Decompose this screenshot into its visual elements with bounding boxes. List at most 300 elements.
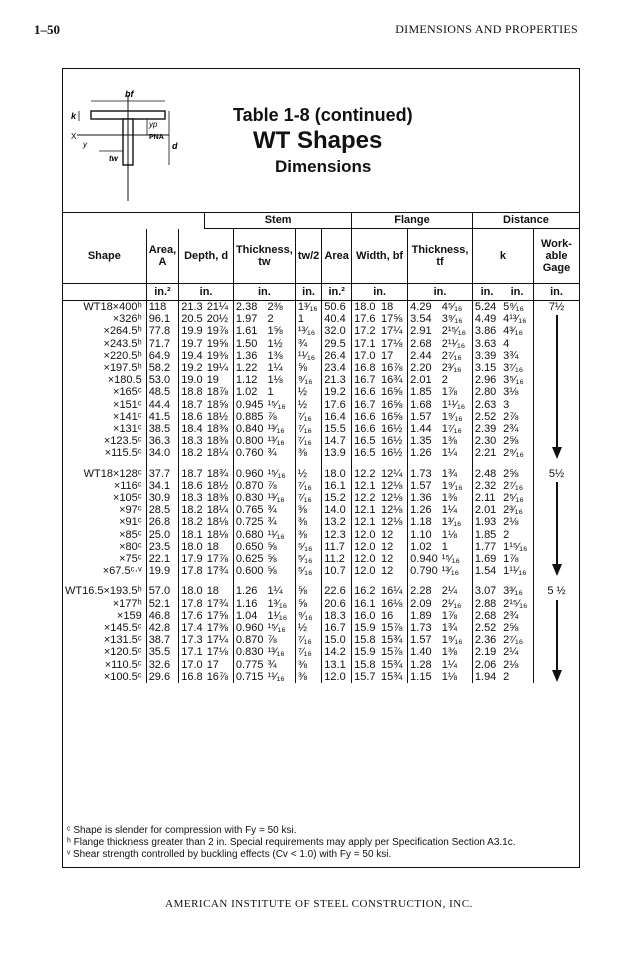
- value-cell: ⁷⁄₁₆: [295, 634, 321, 646]
- value-cell: 16.1: [322, 480, 352, 492]
- value-cell: 2⁷⁄₁₆: [503, 634, 524, 647]
- flange-width-header: Width, bf: [352, 229, 408, 284]
- table-row: [63, 386, 579, 398]
- value-cell: 2.32: [472, 480, 501, 492]
- value-cell: 2³⁄₁₆: [503, 504, 523, 517]
- value-cell: 1³⁄₁₆: [267, 597, 288, 610]
- value-cell: 20½: [206, 313, 229, 326]
- value-cell: 18⅛: [206, 528, 229, 541]
- value-cell: 2.68: [408, 338, 440, 350]
- value-cell: 1.26: [233, 585, 265, 597]
- value-cell: 2¼: [503, 646, 519, 659]
- table-row: [63, 374, 579, 386]
- table-row: [63, 634, 579, 646]
- value-cell: 44.4: [146, 399, 179, 411]
- value-cell: 1³⁄₁₆: [295, 301, 321, 314]
- value-cell: 1.54: [472, 565, 501, 577]
- value-cell: 18.7: [179, 399, 205, 411]
- value-cell: 17.3: [179, 634, 205, 646]
- page-number: 1–50: [34, 22, 60, 37]
- value-cell: ⁷⁄₁₆: [295, 646, 321, 658]
- value-cell: 18.0: [322, 468, 352, 480]
- value-cell: 18½: [206, 479, 229, 492]
- value-cell: 19⅞: [206, 325, 229, 338]
- value-cell: 18.6: [179, 411, 205, 423]
- value-cell: 1¼: [267, 362, 283, 375]
- value-cell: 17.0: [352, 350, 379, 362]
- value-cell: 17.1: [179, 646, 205, 658]
- value-cell: 2.19: [472, 646, 501, 658]
- shape-cell: ×75ᶜ: [119, 553, 142, 566]
- value-cell: 18.0: [179, 541, 205, 553]
- footnote-flange: ʰ Flange thickness greater than 2 in. Special requirements may apply per Specification Section A3.1c.: [67, 837, 516, 848]
- table-row: [63, 325, 579, 337]
- value-cell: 18⅜: [206, 423, 229, 436]
- value-cell: 16⅝: [380, 398, 403, 411]
- value-cell: 17⅛: [380, 337, 403, 350]
- value-cell: 2¾: [503, 609, 519, 622]
- value-cell: 4³⁄₁₆: [503, 325, 523, 338]
- value-cell: 96.1: [146, 313, 179, 325]
- value-cell: 18: [380, 301, 394, 313]
- value-cell: 1.85: [472, 529, 501, 541]
- value-cell: 1.97: [233, 313, 265, 325]
- unit-cell: in.: [472, 284, 501, 301]
- value-cell: 16⅛: [380, 597, 403, 610]
- value-cell: 1.93: [472, 516, 501, 528]
- value-cell: ⅝: [267, 565, 277, 578]
- value-cell: 2.06: [472, 659, 501, 671]
- value-cell: 2.28: [408, 585, 440, 597]
- value-cell: 34.0: [146, 447, 179, 459]
- value-cell: 1⅜: [441, 435, 457, 448]
- value-cell: 1.40: [408, 646, 440, 658]
- value-cell: 1.69: [472, 553, 501, 565]
- value-cell: ⁷⁄₁₆: [295, 435, 321, 447]
- value-cell: 16.7: [352, 374, 379, 386]
- value-cell: 16¾: [380, 374, 403, 387]
- value-cell: 15⅞: [380, 646, 403, 659]
- table-row: [63, 529, 579, 541]
- value-cell: 2⅝: [503, 435, 519, 448]
- value-cell: ¹³⁄₁₆: [267, 646, 285, 659]
- value-cell: 2³⁄₁₆: [441, 362, 462, 375]
- value-cell: 16.2: [352, 585, 379, 597]
- value-cell: 19.2: [179, 362, 205, 374]
- value-cell: 2.68: [472, 610, 501, 622]
- value-cell: ¾: [267, 504, 277, 517]
- area-header: Area, A: [146, 229, 179, 284]
- value-cell: 16½: [380, 447, 403, 460]
- value-cell: 18¼: [206, 504, 229, 517]
- value-cell: 18.0: [352, 301, 379, 314]
- value-cell: ¹¹⁄₁₆: [295, 350, 321, 362]
- value-cell: 19.7: [179, 338, 205, 350]
- value-cell: ⁷⁄₁₆: [295, 411, 321, 423]
- value-cell: ¹³⁄₁₆: [295, 325, 321, 337]
- value-cell: 0.760: [233, 447, 265, 459]
- table-row: [63, 350, 579, 362]
- value-cell: 1⅜: [267, 349, 283, 362]
- value-cell: 28.5: [146, 504, 179, 516]
- shape-cell: ×110.5ᶜ: [104, 658, 142, 671]
- value-cell: ¾: [295, 338, 321, 350]
- value-cell: 37.7: [146, 468, 179, 480]
- value-cell: 1.35: [408, 435, 440, 447]
- shape-cell: ×123.5ᶜ: [103, 435, 142, 448]
- value-cell: 18.0: [179, 585, 205, 597]
- value-cell: ⅜: [295, 659, 321, 671]
- value-cell: 1.85: [408, 386, 440, 398]
- value-cell: 15.7: [352, 671, 379, 683]
- value-cell: 2⅛: [503, 516, 519, 529]
- value-cell: 17⅞: [206, 553, 229, 566]
- value-cell: 15.9: [352, 622, 379, 634]
- shape-cell: ×97ᶜ: [119, 504, 142, 517]
- value-cell: 3⅛: [503, 386, 519, 399]
- value-cell: 2¾: [503, 423, 519, 436]
- value-cell: 15.8: [352, 659, 379, 671]
- value-cell: ¹⁵⁄₁₆: [267, 398, 286, 411]
- value-cell: ⅝: [295, 362, 321, 374]
- value-cell: 3⁵⁄₁₆: [503, 374, 524, 387]
- value-cell: 1¾: [441, 622, 457, 635]
- value-cell: ⅝: [267, 553, 277, 566]
- value-cell: 12.0: [352, 541, 379, 553]
- value-cell: 2: [503, 528, 510, 541]
- value-cell: ⅞: [267, 479, 277, 492]
- table-row: [63, 447, 579, 459]
- value-cell: 15.2: [322, 492, 352, 504]
- value-cell: 1.10: [408, 529, 440, 541]
- flange-thickness-header: Thickness, tf: [408, 229, 473, 284]
- value-cell: ⁷⁄₁₆: [295, 423, 321, 435]
- value-cell: 16¼: [380, 585, 403, 598]
- value-cell: 16.6: [352, 423, 379, 435]
- value-cell: 2.21: [472, 447, 501, 459]
- value-cell: 17.1: [352, 338, 379, 350]
- value-cell: 18.3: [179, 492, 205, 504]
- value-cell: 21¼: [206, 301, 229, 313]
- value-cell: 41.5: [146, 411, 179, 423]
- shape-cell: ×264.5ʰ: [103, 325, 142, 338]
- value-cell: 18.4: [179, 423, 205, 435]
- value-cell: 2⅜: [267, 301, 283, 313]
- shape-cell: ×165ᶜ: [113, 386, 142, 399]
- value-cell: 0.765: [233, 504, 265, 516]
- value-cell: 18⅜: [206, 492, 229, 505]
- value-cell: 77.8: [146, 325, 179, 337]
- value-cell: 16⅝: [380, 410, 403, 423]
- value-cell: 19¼: [206, 362, 229, 375]
- value-cell: 1.73: [408, 622, 440, 634]
- d-label: d: [172, 141, 178, 151]
- table-row: [63, 516, 579, 528]
- value-cell: 32.0: [322, 325, 352, 337]
- value-cell: 1⁹⁄₁₆: [441, 634, 463, 647]
- unit-cell: in.: [179, 284, 234, 301]
- value-cell: 2.52: [472, 622, 501, 634]
- value-cell: 3.39: [472, 350, 501, 362]
- value-cell: 2.91: [408, 325, 440, 337]
- value-cell: 2.63: [472, 399, 501, 411]
- value-cell: 16.8: [179, 671, 205, 683]
- value-cell: 1⁹⁄₁₆: [441, 479, 463, 492]
- value-cell: 1.12: [233, 374, 265, 386]
- value-cell: 1.44: [408, 423, 440, 435]
- value-cell: 17⅛: [206, 646, 229, 659]
- value-cell: 2.96: [472, 374, 501, 386]
- value-cell: 18.2: [179, 447, 205, 459]
- shape-cell: ×159: [116, 609, 142, 622]
- value-cell: ⅞: [267, 410, 277, 423]
- stem-header: Stem: [205, 213, 352, 229]
- tw-half-header: tw/2: [295, 229, 321, 284]
- value-cell: 14.0: [322, 504, 352, 516]
- group-gap: [63, 577, 579, 585]
- shape-cell: ×116ᶜ: [113, 479, 142, 492]
- value-cell: 3⁹⁄₁₆: [441, 313, 463, 326]
- value-cell: 1¼: [441, 504, 457, 517]
- shape-cell: ×141ᶜ: [113, 410, 142, 423]
- value-cell: 18.7: [179, 468, 205, 480]
- value-cell: 18.6: [179, 480, 205, 492]
- value-cell: 38.7: [146, 634, 179, 646]
- value-cell: 12: [380, 528, 394, 541]
- value-cell: 2.01: [408, 374, 440, 386]
- table-row: [63, 565, 579, 577]
- value-cell: 1¹¹⁄₁₆: [441, 398, 466, 411]
- value-cell: 1.36: [408, 492, 440, 504]
- value-cell: 12.0: [352, 553, 379, 565]
- value-cell: 17.9: [179, 553, 205, 565]
- value-cell: 57.0: [146, 585, 179, 597]
- shape-cell: ×131ᶜ: [113, 423, 142, 436]
- k-label: k: [71, 111, 77, 121]
- value-cell: 17.8: [179, 565, 205, 577]
- value-cell: 3.86: [472, 325, 501, 337]
- value-cell: 17.6: [179, 610, 205, 622]
- value-cell: 19: [206, 374, 219, 387]
- value-cell: 0.680: [233, 529, 265, 541]
- table-row: [63, 553, 579, 565]
- value-cell: 5 ½: [533, 585, 579, 597]
- value-cell: 1.61: [233, 325, 265, 337]
- value-cell: 4.29: [408, 301, 440, 314]
- value-cell: 64.9: [146, 350, 179, 362]
- value-cell: 5.24: [472, 301, 501, 314]
- shape-cell: ×105ᶜ: [113, 492, 142, 505]
- value-cell: 1.16: [233, 598, 265, 610]
- value-cell: ½: [295, 468, 321, 480]
- y-label: y: [83, 140, 87, 149]
- value-cell: ⅜: [295, 516, 321, 528]
- value-cell: 12: [380, 540, 394, 553]
- value-cell: 1.26: [408, 447, 440, 459]
- value-cell: 12⅛: [380, 504, 403, 517]
- value-cell: 1¹⁄₁₆: [267, 609, 288, 622]
- value-cell: ¹³⁄₁₆: [441, 565, 460, 578]
- value-cell: 15¾: [380, 634, 403, 647]
- value-cell: 0.800: [233, 435, 265, 447]
- value-cell: 16.4: [322, 411, 352, 423]
- value-cell: ⁵⁄₁₆: [295, 553, 321, 565]
- unit-cell: in.: [352, 284, 408, 301]
- value-cell: 17⅝: [206, 609, 229, 622]
- value-cell: 1.04: [233, 610, 265, 622]
- value-cell: 12¼: [380, 467, 403, 480]
- value-cell: ½: [295, 622, 321, 634]
- value-cell: 18⅛: [206, 516, 229, 529]
- value-cell: 3: [503, 398, 510, 411]
- value-cell: 0.940: [408, 553, 440, 565]
- value-cell: 1.28: [408, 659, 440, 671]
- table-row: [63, 541, 579, 553]
- value-cell: 1.18: [408, 516, 440, 528]
- value-cell: 1.02: [408, 541, 440, 553]
- value-cell: 32.6: [146, 659, 179, 671]
- value-cell: 22.1: [146, 553, 179, 565]
- value-cell: ¹⁵⁄₁₆: [267, 467, 286, 480]
- value-cell: 3¾: [503, 349, 519, 362]
- value-cell: 1.50: [233, 338, 265, 350]
- flange-header: Flange: [352, 213, 473, 229]
- value-cell: 19.0: [179, 374, 205, 386]
- table-row: [63, 480, 579, 492]
- value-cell: 1¹⁵⁄₁₆: [503, 540, 528, 553]
- table-row: [63, 492, 579, 504]
- shape-cell: ×67.5ᶜ·ᵛ: [102, 565, 142, 578]
- value-cell: 17.6: [352, 313, 379, 325]
- unit-cell: in.: [533, 284, 579, 301]
- value-cell: 1.26: [408, 504, 440, 516]
- value-cell: 50.6: [322, 301, 352, 314]
- value-cell: 1¹¹⁄₁₆: [503, 565, 527, 578]
- value-cell: 0.600: [233, 565, 265, 577]
- value-cell: 1⅛: [441, 528, 457, 541]
- value-cell: 14.2: [322, 646, 352, 658]
- value-cell: 2.36: [472, 634, 501, 646]
- shape-cell: ×100.5ᶜ: [103, 670, 142, 683]
- shape-cell: WT18×128ᶜ: [83, 467, 142, 480]
- value-cell: 5½: [533, 468, 579, 480]
- value-cell: ¾: [267, 658, 277, 671]
- k-header: k: [472, 229, 533, 284]
- value-cell: 15¾: [380, 670, 403, 683]
- value-cell: 0.790: [408, 565, 440, 577]
- value-cell: 1¼: [441, 658, 457, 671]
- value-cell: ¹¹⁄₁₆: [267, 528, 285, 541]
- value-cell: 1.57: [408, 634, 440, 646]
- value-cell: ⁹⁄₁₆: [295, 374, 321, 386]
- value-cell: 2⅛: [503, 658, 519, 671]
- gage-arrow: [556, 482, 558, 567]
- value-cell: 12⅛: [380, 492, 403, 505]
- pna-label: PNA: [149, 134, 164, 141]
- value-cell: 11.2: [322, 553, 352, 565]
- stem-area-header: Area: [322, 229, 352, 284]
- shape-cell: ×91ᶜ: [119, 516, 142, 529]
- value-cell: 16.7: [322, 622, 352, 634]
- value-cell: ¹³⁄₁₆: [267, 423, 285, 436]
- value-cell: 18.2: [179, 504, 205, 516]
- value-cell: 16: [380, 609, 394, 622]
- shape-header: Shape: [87, 249, 121, 262]
- value-cell: 3³⁄₁₆: [503, 585, 523, 598]
- value-cell: 17.6: [322, 399, 352, 411]
- table-row: [63, 399, 579, 411]
- value-cell: 52.1: [146, 598, 179, 610]
- value-cell: 17.0: [179, 659, 205, 671]
- value-cell: 2⅝: [503, 622, 519, 635]
- value-cell: 2¹⁵⁄₁₆: [503, 597, 528, 610]
- value-cell: 16.5: [352, 435, 379, 447]
- value-cell: 15.8: [352, 634, 379, 646]
- value-cell: ⅝: [295, 585, 321, 597]
- value-cell: 4.49: [472, 313, 501, 325]
- value-cell: 2.52: [472, 411, 501, 423]
- table-frame: [62, 68, 580, 868]
- value-cell: 18⅝: [206, 398, 229, 411]
- value-cell: 18.2: [179, 516, 205, 528]
- value-cell: 5⁹⁄₁₆: [503, 301, 524, 313]
- value-cell: 17¾: [206, 597, 229, 610]
- wt-section-diagram: [69, 85, 179, 203]
- unit-cell: in.²: [322, 284, 352, 301]
- value-cell: 4: [503, 337, 510, 350]
- value-cell: 3⁷⁄₁₆: [503, 362, 524, 375]
- footnotes: [67, 825, 516, 861]
- shape-cell: ×243.5ʰ: [103, 337, 142, 350]
- gage-arrow: [556, 600, 558, 672]
- gage-arrow: [556, 315, 558, 448]
- shape-cell: ×145.5ᶜ: [103, 622, 142, 635]
- value-cell: 2: [441, 374, 448, 387]
- value-cell: 20.5: [179, 313, 205, 325]
- value-cell: ¹⁵⁄₁₆: [267, 622, 286, 635]
- value-cell: 16⅞: [206, 670, 229, 683]
- value-cell: ⅜: [295, 504, 321, 516]
- shape-cell: ×326ʰ: [112, 313, 142, 326]
- value-cell: 18.1: [179, 529, 205, 541]
- table-row: [63, 585, 579, 597]
- value-cell: 19.9: [179, 325, 205, 337]
- value-cell: 1⅝: [267, 325, 283, 338]
- value-cell: 2.01: [472, 504, 501, 516]
- running-title: DIMENSIONS AND PROPERTIES: [395, 22, 578, 36]
- value-cell: 15.9: [352, 646, 379, 658]
- table-title: Table 1-8 (continued): [233, 105, 413, 125]
- table-row: [63, 610, 579, 622]
- value-cell: 0.625: [233, 553, 265, 565]
- value-cell: 25.0: [146, 529, 179, 541]
- value-cell: 1.57: [408, 411, 440, 423]
- value-cell: 1.68: [408, 399, 440, 411]
- table-row: [63, 504, 579, 516]
- value-cell: 2¹⁄₁₆: [441, 597, 462, 610]
- value-cell: 71.7: [146, 338, 179, 350]
- table-row: [63, 468, 579, 480]
- value-cell: 1.77: [472, 541, 501, 553]
- value-cell: 17¾: [206, 565, 229, 578]
- value-cell: 19.4: [179, 350, 205, 362]
- value-cell: 3.63: [472, 338, 501, 350]
- shape-cell: ×197.5ʰ: [103, 362, 142, 375]
- shape-cell: ×180.5: [107, 374, 142, 387]
- table-row: [63, 622, 579, 634]
- value-cell: ⁹⁄₁₆: [295, 610, 321, 622]
- value-cell: 1: [267, 386, 274, 399]
